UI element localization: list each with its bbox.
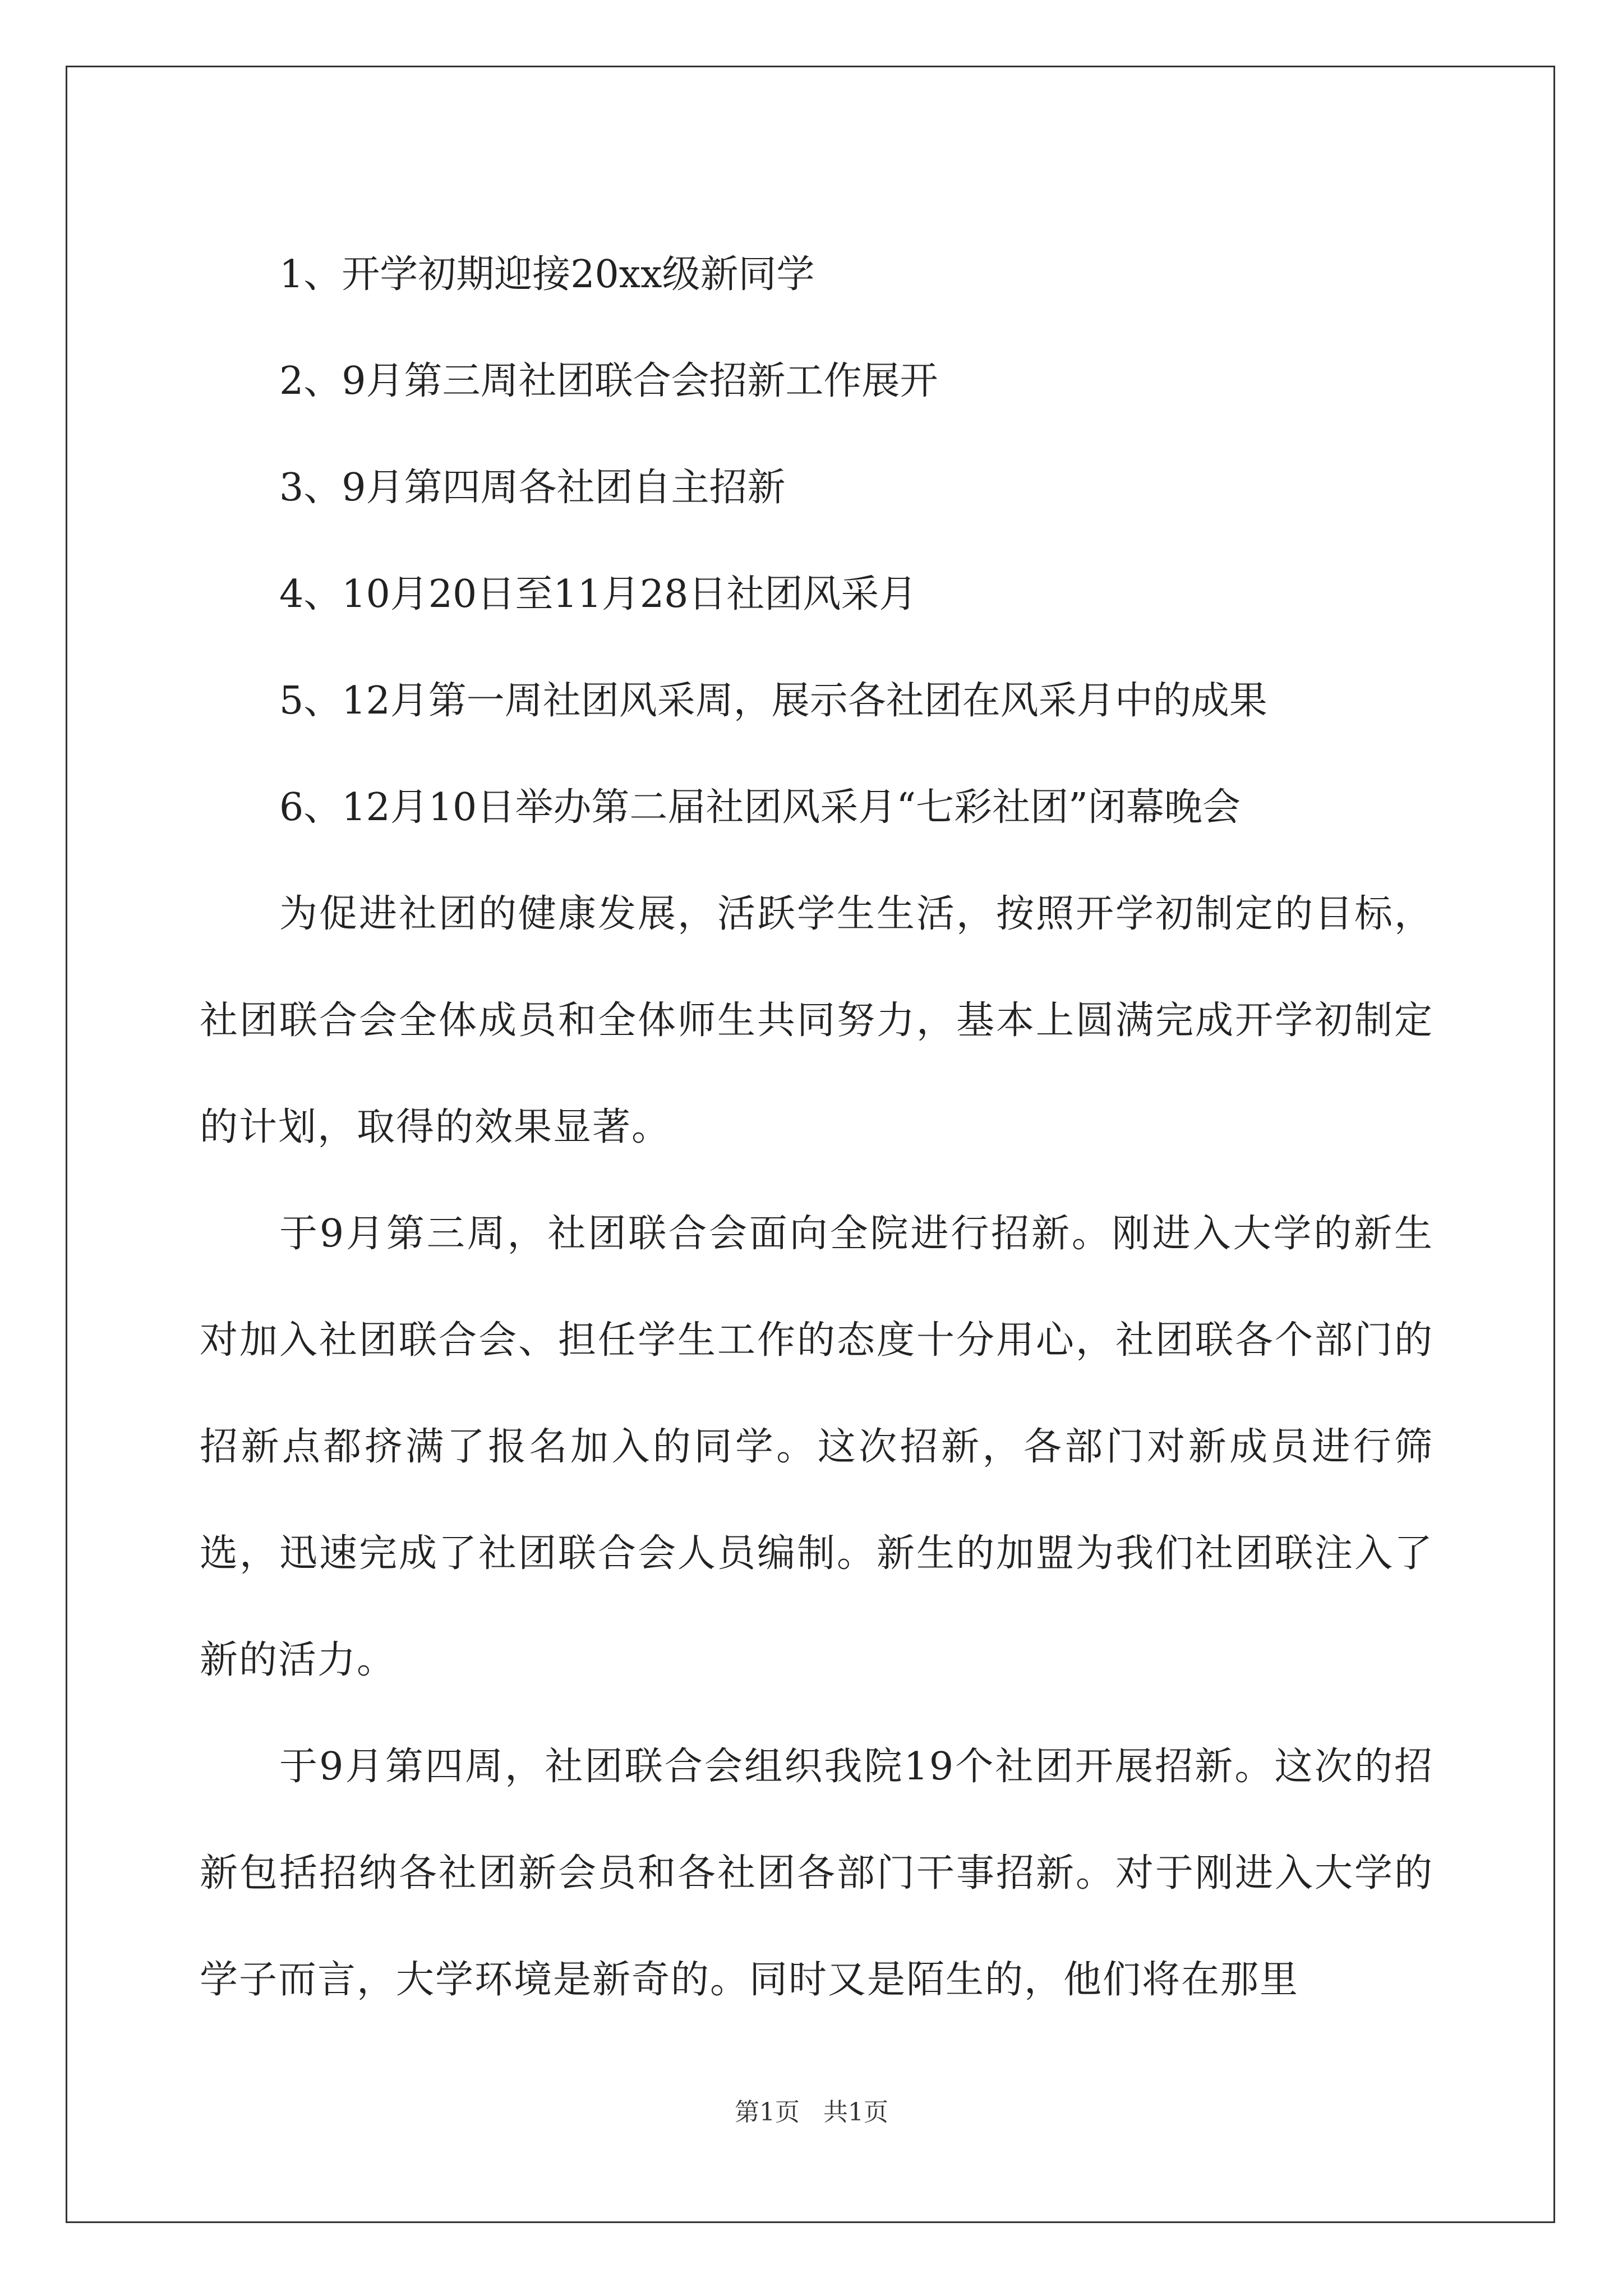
list-item-2: 2、9月第三周社团联合会招新工作展开: [279, 359, 938, 403]
page-number-footer: 第1页 共1页: [735, 2098, 888, 2127]
list-item-6: 6、12月10日举办第二届社团风采月“七彩社团”闭幕晚会: [279, 785, 1241, 830]
paragraph-summary: 为促进社团的健康发展，活跃学生生活，按照开学初制定的目标，社团联合会全体成员和全体师生共同努力，基本上圆满完成开学初制定的计划，取得的效果显著。: [200, 892, 1433, 1149]
document-body: [200, 222, 1433, 2033]
paragraph-recruitment-week3: 于9月第三周，社团联合会面向全院进行招新。刚进入大学的新生对加入社团联合会、担任学生工作的态度十分用心，社团联各个部门的招新点都挤满了报名加入的同学。这次招新，各部门对新成员进行筛选，迅速完成了社团联合会人员编制。新生的加盟为我们社团联注入了新的活力。: [200, 1212, 1433, 1682]
paragraph-recruitment-week4: 于9月第四周，社团联合会组织我院19个社团开展招新。这次的招新包括招纳各社团新会员和各社团各部门干事招新。对于刚进入大学的学子而言，大学环境是新奇的。同时又是陌生的，他们将在那里: [200, 1745, 1433, 2002]
list-item-1: 1、开学初期迎接20xx级新同学: [279, 252, 815, 297]
list-item-4: 4、10月20日至11月28日社团风采月: [279, 572, 917, 616]
list-item-3: 3、9月第四周各社团自主招新: [279, 466, 786, 510]
list-item-5: 5、12月第一周社团风采周，展示各社团在风采月中的成果: [279, 679, 1267, 723]
